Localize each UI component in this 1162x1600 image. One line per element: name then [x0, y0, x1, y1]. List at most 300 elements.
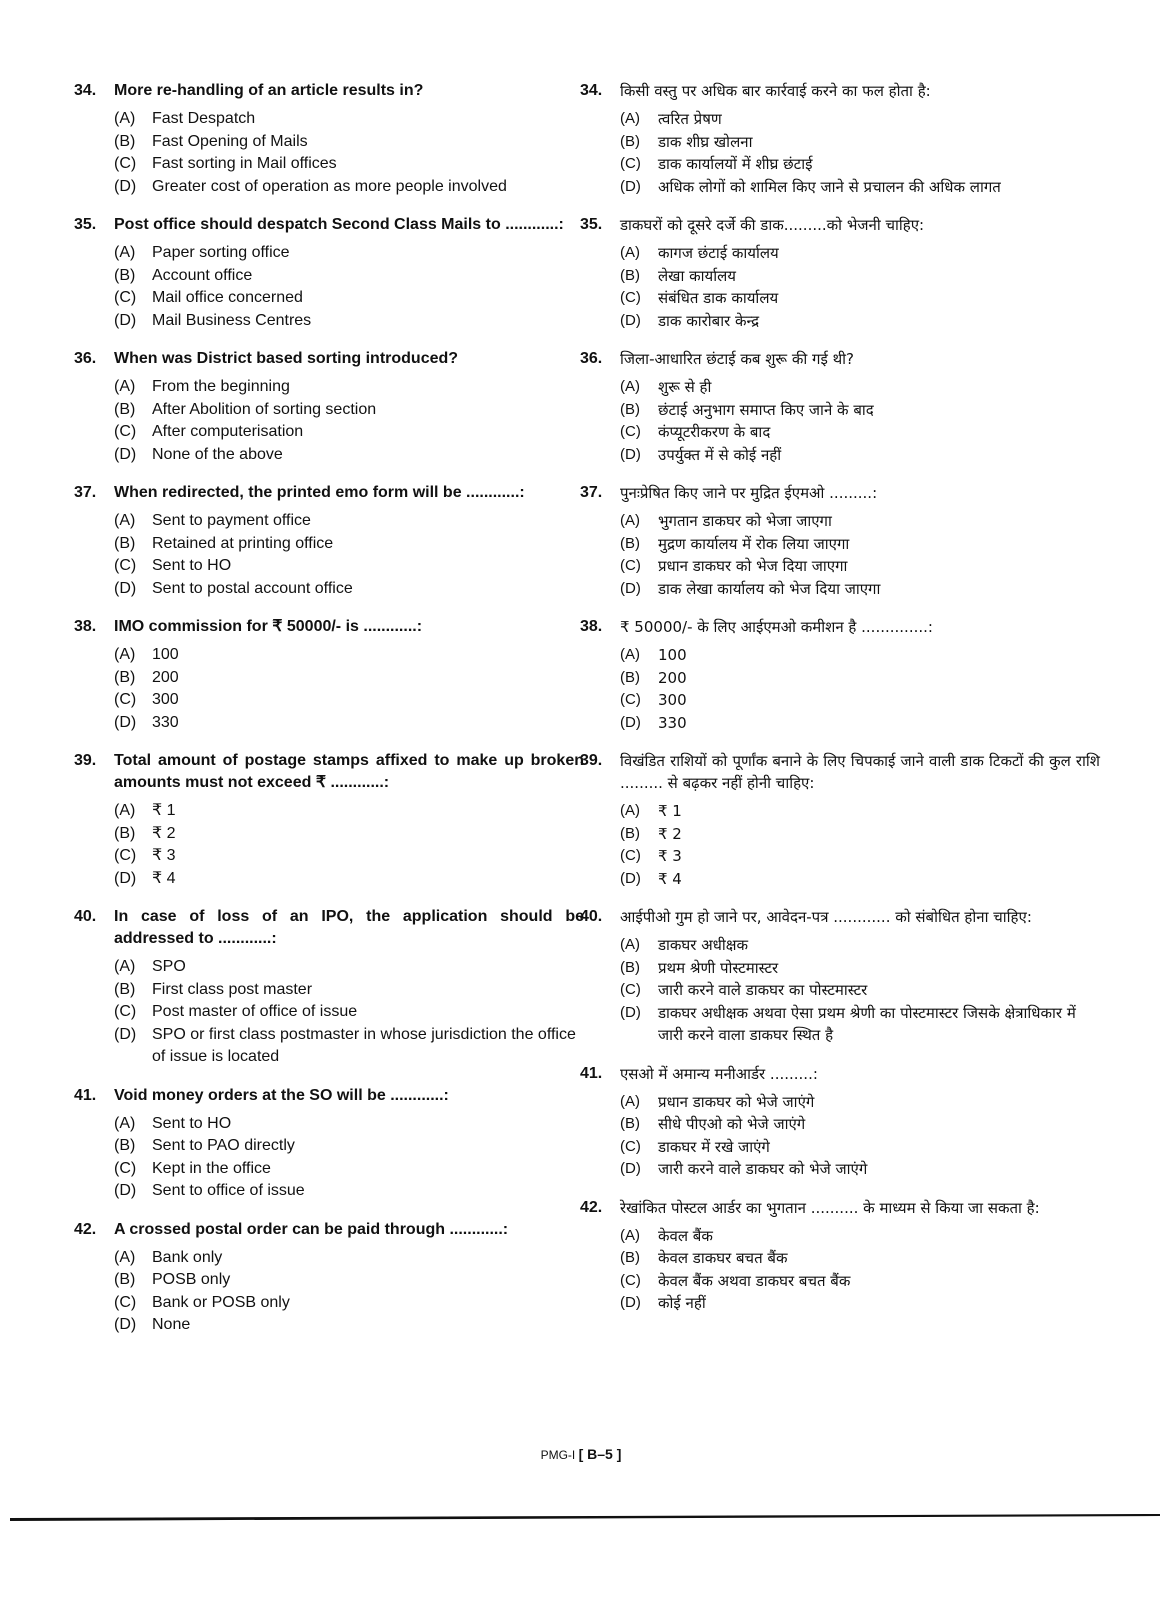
option-list [114, 800, 584, 890]
option-text: ₹ 2 [152, 824, 176, 842]
option-text: 330 [658, 713, 687, 732]
option-label: (B) [114, 1271, 136, 1288]
option [620, 1002, 1100, 1047]
option [114, 1269, 584, 1292]
option-label: (B) [114, 1137, 136, 1154]
option-label: (A) [114, 1114, 136, 1132]
question-line [580, 348, 1100, 370]
question-hi [580, 348, 1100, 466]
option-label: (C) [114, 1293, 137, 1311]
question-line [74, 906, 584, 950]
question-text: ₹ 50000/- के लिए आईएमओ कमीशन है ..............: [620, 618, 933, 636]
option-label: (B) [620, 824, 640, 842]
option [114, 533, 584, 556]
option-label: (C) [114, 847, 137, 864]
option-label: (C) [620, 1137, 641, 1155]
option-label: (D) [620, 445, 641, 463]
option-label: (A) [620, 802, 640, 819]
option-text: सीधे पीएओ को भेजे जाएंगे [658, 1115, 806, 1133]
question-text: In case of loss of an IPO, the application should be addressed to ............: [114, 908, 584, 947]
option-label: (C) [114, 155, 137, 172]
option-text: भुगतान डाकघर को भेजा जाएगा [658, 512, 832, 530]
question-hi [580, 80, 1100, 198]
option [620, 1225, 1100, 1248]
question-hi [580, 616, 1100, 734]
question-number: 40. [74, 908, 97, 925]
option-text: 330 [152, 713, 179, 731]
option-text: Fast sorting in Mail offices [152, 155, 337, 172]
option-list [620, 1225, 1100, 1315]
question-text: Total amount of postage stamps affixed to make up broken amounts must not exceed ₹ ............: [114, 752, 584, 791]
option [620, 644, 1100, 667]
question-text: When was District based sorting introduced? [114, 350, 459, 367]
option [620, 578, 1100, 601]
option-label: (A) [620, 512, 640, 529]
question-line [580, 1063, 1100, 1085]
question-line [74, 80, 584, 102]
option [114, 1314, 584, 1337]
option-label: (C) [620, 981, 641, 998]
option-label: (A) [620, 110, 640, 127]
option-label: (B) [620, 400, 640, 418]
option [620, 868, 1100, 891]
option-text: लेखा कार्यालय [658, 266, 736, 285]
question-en [74, 214, 584, 332]
option-text: Fast Despatch [152, 110, 256, 127]
option [114, 1180, 584, 1203]
option [114, 376, 584, 399]
option-label: (B) [114, 534, 136, 552]
option [620, 1292, 1100, 1315]
option [114, 578, 584, 601]
option-text: 300 [152, 691, 179, 708]
option-label: (A) [620, 1226, 640, 1244]
option-label: (C) [114, 289, 137, 306]
option-text: ₹ 3 [152, 847, 176, 864]
option-text: Bank or POSB only [152, 1293, 290, 1311]
option-label: (A) [114, 1248, 136, 1266]
option-list [114, 510, 584, 600]
option-label: (B) [620, 266, 640, 284]
option-text: SPO or first class postmaster in whose jurisdiction the office of issue is located [152, 1025, 576, 1065]
option [114, 555, 584, 578]
option-text: 200 [152, 668, 179, 686]
option [114, 956, 584, 979]
question-line [580, 214, 1100, 236]
question-hi [580, 1063, 1100, 1181]
option-text: कंप्यूटरीकरण के बाद [658, 423, 771, 441]
option-text: From the beginning [152, 378, 290, 395]
option-label: (A) [114, 802, 136, 819]
option-text: जारी करने वाले डाकघर का पोस्टमास्टर [658, 981, 868, 999]
option [114, 1247, 584, 1270]
option-label: (D) [620, 177, 641, 195]
question-line [580, 616, 1100, 638]
option-list [620, 644, 1100, 734]
question-number: 38. [74, 618, 97, 635]
option [114, 1113, 584, 1136]
question-number: 41. [74, 1086, 97, 1104]
option [620, 131, 1100, 154]
question-text: एसओ में अमान्य मनीआर्डर .........: [620, 1064, 818, 1083]
paper-code: PMG-I [540, 1448, 576, 1462]
option-text: Post master of office of issue [152, 1003, 358, 1020]
option-list [114, 1247, 584, 1337]
option [114, 444, 584, 467]
question-text: Post office should despatch Second Class Mails to ............: [114, 216, 564, 233]
option [620, 555, 1100, 578]
option-list [620, 934, 1100, 1047]
question-number: 39. [580, 752, 603, 769]
option-text: Sent to office of issue [152, 1182, 305, 1199]
question-line [74, 1085, 584, 1107]
option-text: जारी करने वाले डाकघर को भेजे जाएंगे [658, 1160, 868, 1178]
option-label: (D) [114, 579, 137, 597]
question-en [74, 482, 584, 600]
option-list [620, 242, 1100, 332]
option-label: (B) [114, 132, 136, 150]
option-label: (B) [114, 980, 136, 998]
option [114, 712, 584, 735]
question-text: पुनःप्रेषित किए जाने पर मुद्रित ईएमओ .........: [620, 484, 878, 502]
option [114, 800, 584, 823]
option-label: (C) [114, 1159, 137, 1177]
question-number: 38. [580, 618, 603, 635]
option [620, 800, 1100, 823]
question-text: A crossed postal order can be paid through ............: [114, 1220, 509, 1238]
page-number: [ B–5 ] [578, 1446, 622, 1462]
option-text: डाक कारोबार केन्द्र [658, 311, 760, 330]
option [620, 108, 1100, 131]
option-label: (D) [114, 311, 137, 329]
option [114, 153, 584, 176]
question-text: किसी वस्तु पर अधिक बार कार्रवाई करने का फल होता है: [620, 82, 931, 100]
question-text: विखंडित राशियों को पूर्णांक बनाने के लिए चिपकाई जाने वाली डाक टिकटों की कुल राशि ......... से बढ़कर नहीं होनी चाहिए: [620, 752, 1100, 792]
question-en [74, 616, 584, 734]
question-line [580, 482, 1100, 504]
option-text: After computerisation [152, 423, 304, 440]
option [620, 689, 1100, 712]
option [114, 979, 584, 1002]
option [620, 1270, 1100, 1293]
option-list [114, 644, 584, 734]
option-text: Paper sorting office [152, 244, 290, 261]
option [114, 108, 584, 131]
option-label: (C) [620, 155, 641, 172]
option-text: First class post master [152, 980, 313, 998]
option [114, 265, 584, 288]
option-label: (D) [114, 445, 137, 463]
option-text: Retained at printing office [152, 534, 334, 552]
question-line [74, 214, 584, 236]
option-label: (C) [620, 1271, 641, 1289]
option [114, 131, 584, 154]
option-label: (B) [620, 1249, 640, 1266]
option [114, 689, 584, 712]
question-text: IMO commission for ₹ 50000/- is ............: [114, 618, 423, 635]
option-text: मुद्रण कार्यालय में रोक लिया जाएगा [658, 534, 850, 553]
option [114, 510, 584, 533]
option-label: (C) [114, 691, 137, 708]
option-text: केवल बैंक [658, 1226, 713, 1245]
question-line [74, 1219, 584, 1241]
option-label: (B) [620, 534, 640, 552]
question-number: 42. [74, 1220, 97, 1238]
option [114, 421, 584, 444]
option [114, 242, 584, 265]
option-text: डाकघर अधीक्षक [658, 936, 749, 954]
question-line [74, 482, 584, 504]
option-label: (D) [620, 311, 641, 329]
option-text: After Abolition of sorting section [152, 400, 377, 418]
option [620, 712, 1100, 735]
option-text: उपर्युक्त में से कोई नहीं [658, 445, 782, 464]
option-text: POSB only [152, 1271, 231, 1288]
question-line [580, 906, 1100, 928]
option [114, 1292, 584, 1315]
option [114, 823, 584, 846]
option [620, 287, 1100, 310]
question-number: 42. [580, 1198, 603, 1216]
option-text: 100 [152, 646, 179, 663]
question-hi [580, 750, 1100, 890]
question-line [580, 750, 1100, 794]
option-text: None of the above [152, 445, 283, 463]
option-label: (B) [114, 824, 136, 842]
option-label: (A) [114, 110, 136, 127]
option-text: Greater cost of operation as more people involved [152, 177, 507, 195]
option [114, 1001, 584, 1024]
option [114, 845, 584, 868]
option-label: (A) [114, 958, 136, 975]
option-text: त्वरित प्रेषण [658, 110, 722, 128]
option-label: (C) [114, 423, 137, 440]
option-label: (B) [114, 400, 136, 418]
question-number: 34. [580, 82, 603, 99]
option-list [620, 510, 1100, 600]
option [620, 823, 1100, 846]
question-text: More re-handling of an article results in? [114, 82, 424, 99]
question-text: आईपीओ गुम हो जाने पर, आवेदन-पत्र ............ को संबोधित होना चाहिए: [620, 908, 1032, 926]
option-list [114, 242, 584, 332]
option [620, 533, 1100, 556]
option [620, 1158, 1100, 1181]
question-en [74, 348, 584, 466]
question-number: 39. [74, 752, 97, 769]
option [620, 242, 1100, 265]
option-label: (D) [620, 1160, 641, 1177]
question-text: जिला-आधारित छंटाई कब शुरू की गई थी? [620, 350, 855, 368]
option-text: ₹ 2 [658, 824, 682, 843]
option-text: कोई नहीं [658, 1294, 706, 1312]
option-text: Account office [152, 266, 253, 284]
option-text: ₹ 1 [658, 802, 682, 820]
option-list [620, 376, 1100, 466]
option-label: (A) [114, 378, 136, 395]
option-label: (D) [620, 1294, 641, 1311]
page-footer [0, 1446, 1162, 1462]
question-number: 37. [74, 484, 97, 501]
option-text: कागज छंटाई कार्यालय [658, 244, 779, 262]
option-text: संबंधित डाक कार्यालय [658, 289, 779, 307]
option [620, 176, 1100, 199]
option-text: Sent to payment office [152, 512, 311, 529]
option [620, 444, 1100, 467]
option [114, 176, 584, 199]
option-label: (D) [114, 1182, 137, 1199]
option-label: (A) [114, 646, 136, 663]
question-line [74, 348, 584, 370]
option-text: 200 [658, 668, 687, 687]
question-en [74, 906, 584, 1069]
option-text: डाक लेखा कार्यालय को भेज दिया जाएगा [658, 579, 881, 598]
bottom-rule [10, 1512, 1160, 1522]
option-list [620, 1091, 1100, 1181]
option-label: (D) [114, 1316, 137, 1333]
option [620, 1247, 1100, 1270]
question-number: 36. [580, 350, 603, 367]
option-label: (D) [620, 579, 641, 597]
option [620, 1113, 1100, 1136]
option-list [620, 108, 1100, 198]
option [620, 421, 1100, 444]
option-label: (D) [114, 177, 137, 195]
option [620, 376, 1100, 399]
option [620, 265, 1100, 288]
question-line [580, 80, 1100, 102]
question-en [74, 750, 584, 890]
option-text: अधिक लोगों को शामिल किए जाने से प्रचालन की अधिक लागत [658, 177, 1001, 196]
option-text: डाकघर अधीक्षक अथवा ऐसा प्रथम श्रेणी का पोस्टमास्टर जिसके क्षेत्राधिकार में जारी करने वाला डाकघर स्थित है [658, 1003, 1076, 1044]
option-label: (B) [114, 266, 136, 284]
option-label: (A) [620, 936, 640, 953]
option-text: 100 [658, 646, 687, 664]
option-label: (A) [114, 512, 136, 529]
option-text: प्रथम श्रेणी पोस्टमास्टर [658, 958, 779, 977]
option [114, 644, 584, 667]
question-number: 41. [580, 1064, 603, 1082]
option [620, 667, 1100, 690]
question-number: 35. [580, 216, 603, 233]
option [114, 667, 584, 690]
question-text: डाकघरों को दूसरे दर्जे की डाक.........को भेजनी चाहिए: [620, 216, 925, 234]
english-column [74, 80, 584, 1353]
option [620, 510, 1100, 533]
option-label: (D) [114, 1025, 137, 1043]
option-label: (B) [620, 668, 640, 686]
option-text: Fast Opening of Mails [152, 132, 308, 150]
option-text: SPO [152, 958, 186, 975]
question-en [74, 1219, 584, 1337]
question-number: 37. [580, 484, 603, 501]
option-label: (D) [114, 713, 137, 731]
question-line [74, 750, 584, 794]
option-text: डाक शीघ्र खोलना [658, 132, 753, 151]
option-label: (B) [620, 1115, 640, 1132]
option-label: (C) [620, 691, 641, 708]
option-label: (D) [620, 869, 641, 887]
option [114, 310, 584, 333]
option-text: Sent to postal account office [152, 579, 353, 597]
question-text: रेखांकित पोस्टल आर्डर का भुगतान .......... के माध्यम से किया जा सकता है: [620, 1198, 1040, 1217]
option-label: (D) [114, 869, 137, 887]
option-label: (A) [620, 244, 640, 261]
option [114, 1024, 584, 1069]
option-list [114, 376, 584, 466]
option-label: (C) [114, 557, 137, 574]
option-text: Sent to HO [152, 557, 232, 574]
question-text: When redirected, the printed emo form will be ............: [114, 484, 525, 501]
option-text: Kept in the office [152, 1159, 271, 1177]
option-label: (D) [620, 713, 641, 731]
option-text: ₹ 4 [152, 869, 176, 887]
option-list [114, 956, 584, 1069]
option-text: Sent to PAO directly [152, 1137, 295, 1154]
option-text: ₹ 4 [658, 869, 682, 888]
question-hi [580, 482, 1100, 600]
question-hi [580, 906, 1100, 1047]
option-label: (A) [620, 1092, 640, 1110]
option-label: (C) [620, 557, 641, 574]
option [620, 979, 1100, 1002]
option-list [114, 108, 584, 198]
option [114, 1135, 584, 1158]
option [114, 399, 584, 422]
option-text: ₹ 1 [152, 802, 176, 819]
question-number: 35. [74, 216, 97, 233]
option-label: (A) [620, 378, 640, 395]
question-line [580, 1197, 1100, 1219]
option-label: (B) [620, 958, 640, 976]
option-list [620, 800, 1100, 890]
option-label: (B) [620, 132, 640, 150]
option-text: Bank only [152, 1248, 223, 1266]
question-en [74, 1085, 584, 1203]
option [620, 934, 1100, 957]
option-label: (A) [620, 646, 640, 663]
option-text: Mail Business Centres [152, 311, 312, 329]
question-en [74, 80, 584, 198]
question-text: Void money orders at the SO will be ............: [114, 1086, 449, 1104]
option-text: प्रधान डाकघर को भेज दिया जाएगा [658, 557, 848, 575]
option-text: केवल डाकघर बचत बैंक [658, 1249, 788, 1267]
option-label: (C) [620, 847, 641, 864]
question-line [74, 616, 584, 638]
option [620, 153, 1100, 176]
option-text: Mail office concerned [152, 289, 303, 306]
option [620, 399, 1100, 422]
question-number: 34. [74, 82, 97, 99]
option [620, 1136, 1100, 1159]
option-label: (C) [620, 289, 641, 306]
option-text: डाकघर में रखे जाएंगे [658, 1137, 770, 1156]
hindi-column [580, 80, 1100, 1331]
question-number: 36. [74, 350, 97, 367]
option-label: (C) [114, 1003, 137, 1020]
option [114, 287, 584, 310]
option-text: डाक कार्यालयों में शीघ्र छंटाई [658, 155, 813, 173]
option-text: Sent to HO [152, 1114, 232, 1132]
option-text: शुरू से ही [658, 378, 712, 396]
question-number: 40. [580, 908, 603, 925]
option-text: 300 [658, 691, 687, 709]
option-text: छंटाई अनुभाग समाप्त किए जाने के बाद [658, 400, 874, 419]
question-hi [580, 1197, 1100, 1315]
option-label: (B) [114, 668, 136, 686]
option-text: प्रधान डाकघर को भेजे जाएंगे [658, 1092, 815, 1111]
option [114, 868, 584, 891]
option [114, 1158, 584, 1181]
